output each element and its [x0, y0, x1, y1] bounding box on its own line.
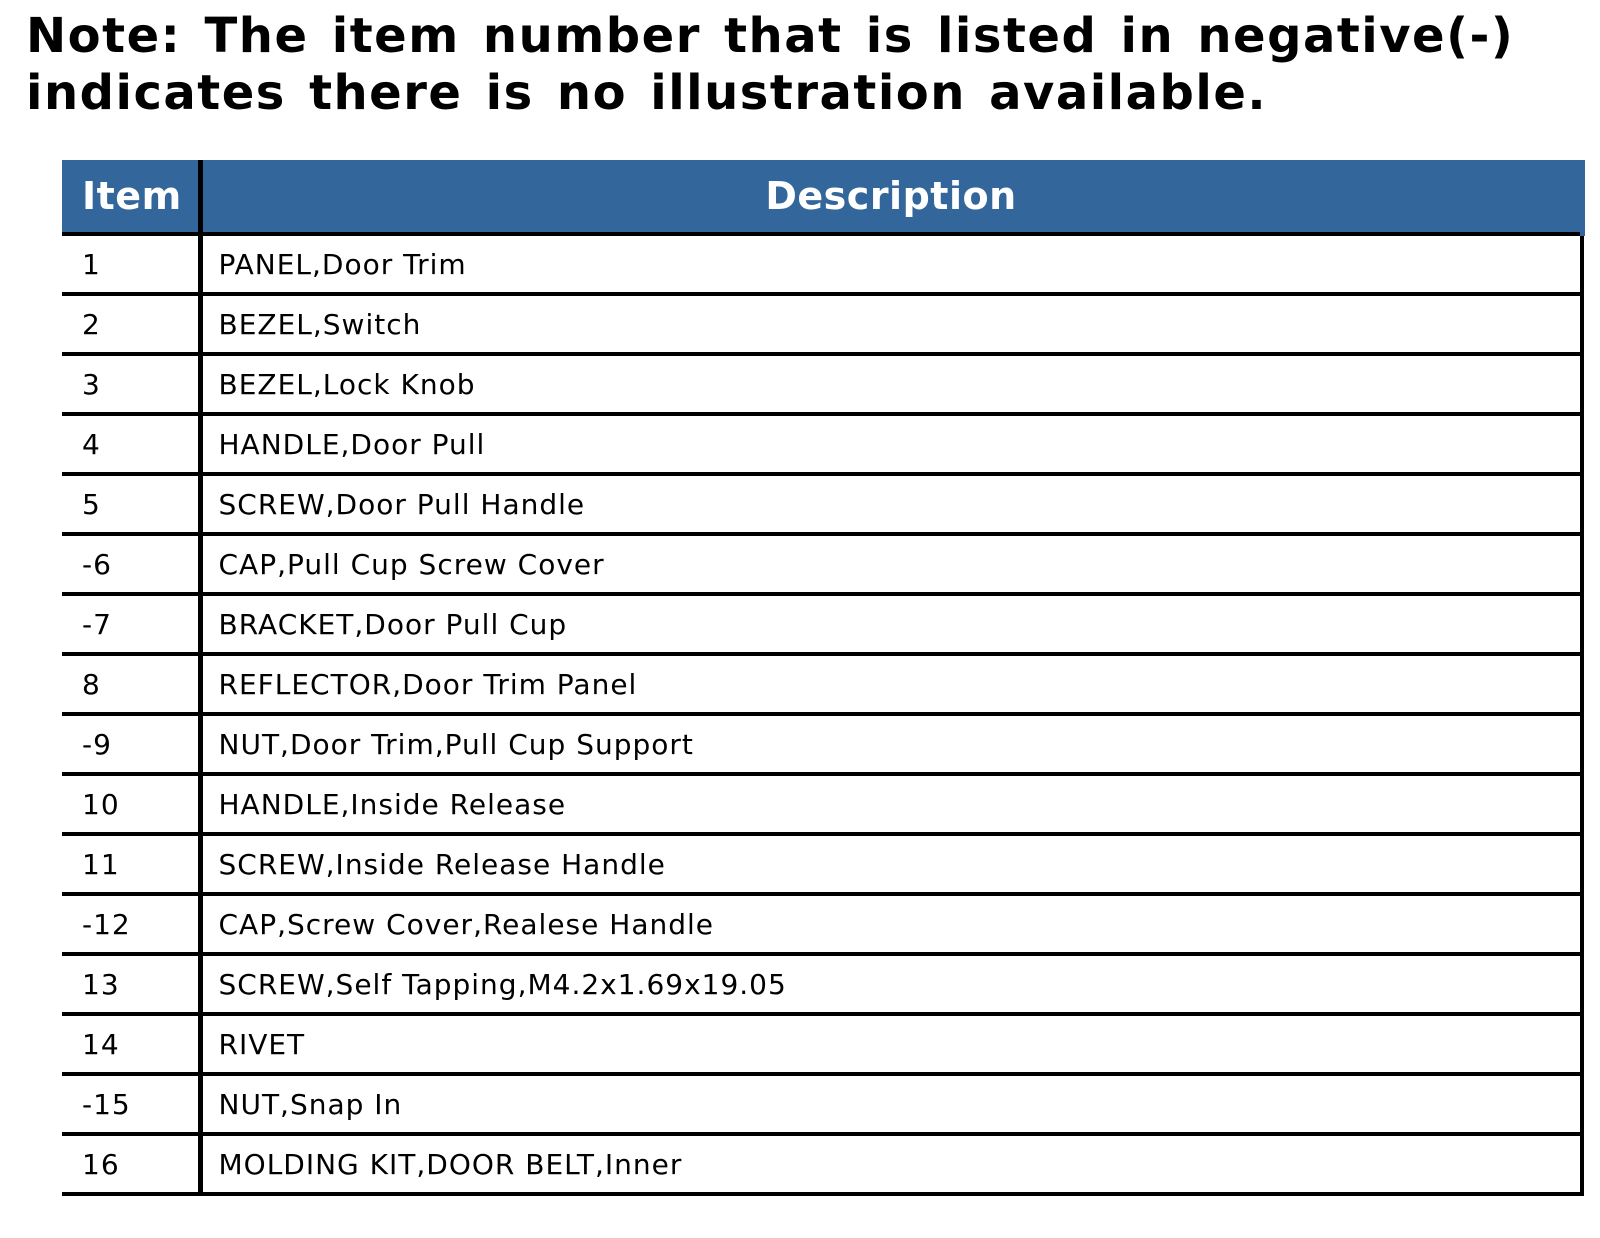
- item-description: SCREW,Self Tapping,M4.2x1.69x19.05: [200, 954, 1582, 1014]
- item-description: HANDLE,Inside Release: [200, 774, 1582, 834]
- table-row: [62, 234, 1582, 294]
- item-number: 10: [62, 774, 200, 834]
- item-number: 14: [62, 1014, 200, 1074]
- table-row: [62, 954, 1582, 1014]
- item-description: CAP,Pull Cup Screw Cover: [200, 534, 1582, 594]
- table-row: [62, 1014, 1582, 1074]
- item-number: -7: [62, 594, 200, 654]
- item-description: NUT,Door Trim,Pull Cup Support: [200, 714, 1582, 774]
- table-row: [62, 774, 1582, 834]
- header-row: [62, 160, 1582, 234]
- item-description: SCREW,Door Pull Handle: [200, 474, 1582, 534]
- item-description: BEZEL,Lock Knob: [200, 354, 1582, 414]
- item-description: HANDLE,Door Pull: [200, 414, 1582, 474]
- table-header: [62, 160, 1582, 234]
- table-row: [62, 1074, 1582, 1134]
- item-number: -15: [62, 1074, 200, 1134]
- item-number: 8: [62, 654, 200, 714]
- item-number: -12: [62, 894, 200, 954]
- table-row: [62, 834, 1582, 894]
- table-row: [62, 1134, 1582, 1194]
- item-description: PANEL,Door Trim: [200, 234, 1582, 294]
- illustration-note: [26, 8, 1586, 122]
- item-description: RIVET: [200, 1014, 1582, 1074]
- item-number: 1: [62, 234, 200, 294]
- item-description: SCREW,Inside Release Handle: [200, 834, 1582, 894]
- item-number: 4: [62, 414, 200, 474]
- item-number: 5: [62, 474, 200, 534]
- item-number: -9: [62, 714, 200, 774]
- table-body: [62, 234, 1582, 1194]
- table-row: [62, 594, 1582, 654]
- table-row: [62, 474, 1582, 534]
- table-row: [62, 294, 1582, 354]
- item-number: 13: [62, 954, 200, 1014]
- item-description: MOLDING KIT,DOOR BELT,Inner: [200, 1134, 1582, 1194]
- item-number: 16: [62, 1134, 200, 1194]
- table-row: [62, 534, 1582, 594]
- table-row: [62, 894, 1582, 954]
- item-description: CAP,Screw Cover,Realese Handle: [200, 894, 1582, 954]
- item-number: 3: [62, 354, 200, 414]
- table-row: [62, 414, 1582, 474]
- item-description: NUT,Snap In: [200, 1074, 1582, 1134]
- item-column-header: Item: [62, 160, 200, 234]
- table-row: [62, 354, 1582, 414]
- table-row: [62, 714, 1582, 774]
- item-number: 11: [62, 834, 200, 894]
- description-column-header: Description: [200, 160, 1582, 234]
- table-row: [62, 654, 1582, 714]
- item-number: -6: [62, 534, 200, 594]
- item-description: REFLECTOR,Door Trim Panel: [200, 654, 1582, 714]
- item-number: 2: [62, 294, 200, 354]
- note-line-2: indicates there is no illustration available.: [26, 65, 1268, 121]
- note-line-1: Note: The item number that is listed in negative(-): [26, 8, 1515, 64]
- item-description: BEZEL,Switch: [200, 294, 1582, 354]
- parts-table: [62, 160, 1585, 1196]
- item-description: BRACKET,Door Pull Cup: [200, 594, 1582, 654]
